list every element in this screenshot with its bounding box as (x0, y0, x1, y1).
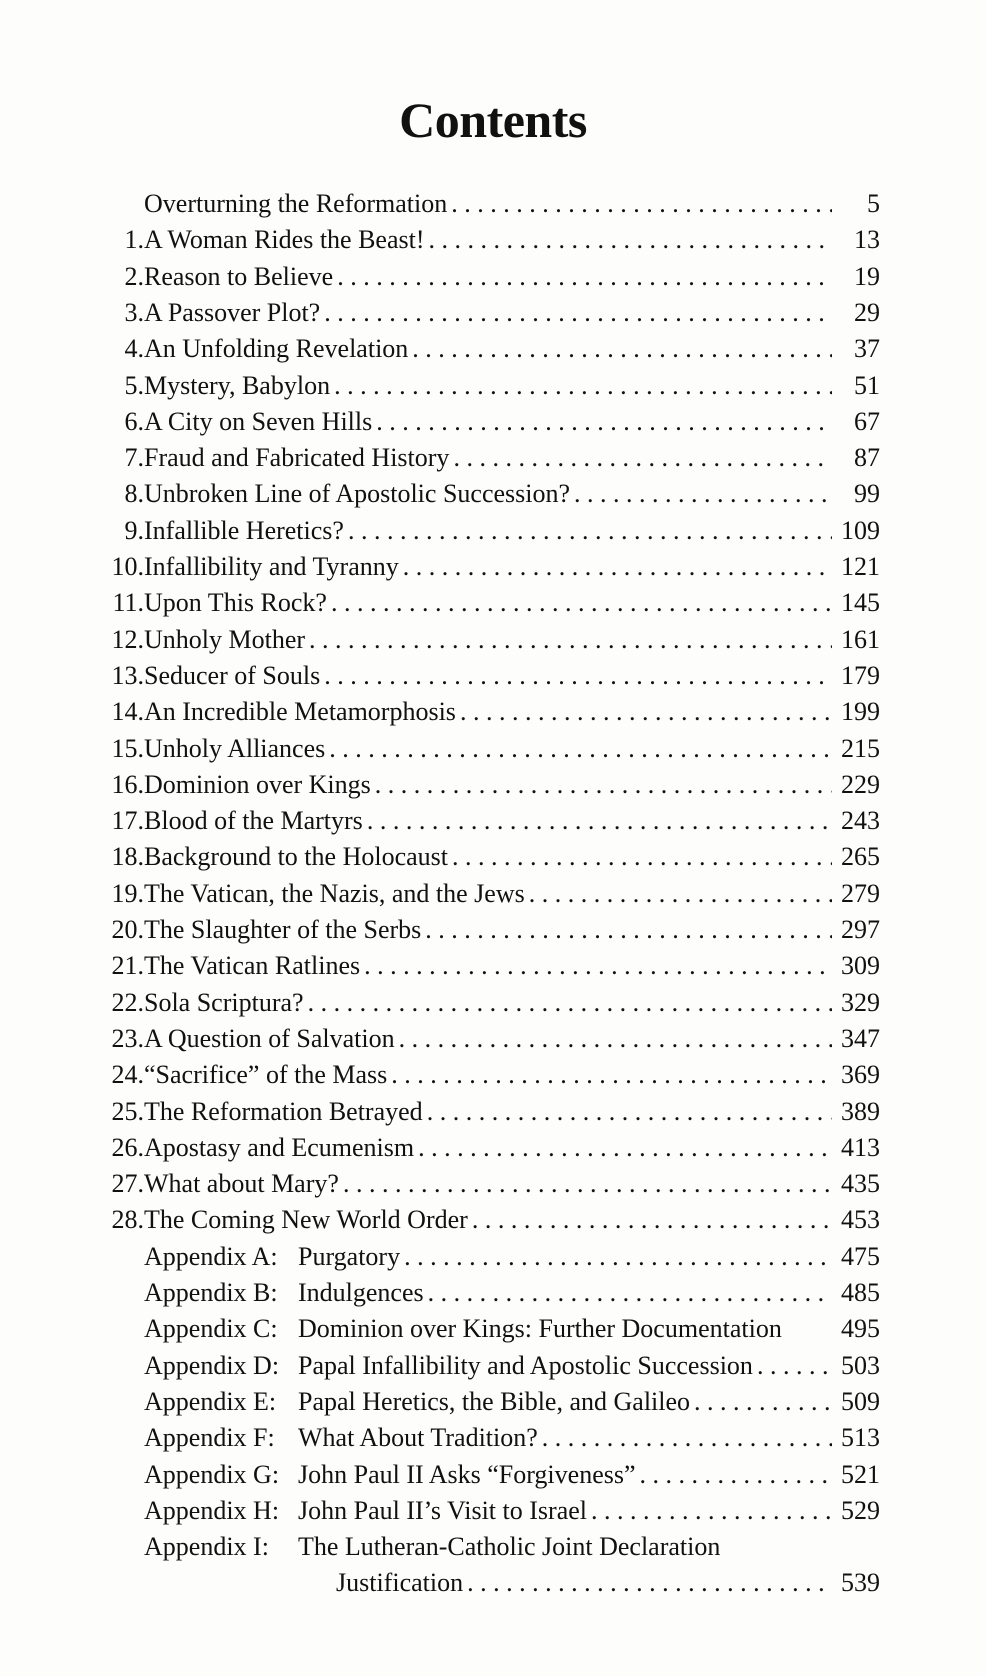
entry-page: 215 (841, 733, 880, 763)
entry-line (144, 478, 880, 510)
entry-page: 453 (841, 1205, 880, 1235)
leader-dots (757, 1350, 832, 1382)
appendix-page: 475 (841, 1241, 880, 1271)
toc-entry[interactable] (0, 406, 986, 438)
entry-line (144, 406, 880, 438)
leader-dots (309, 624, 832, 656)
appendix-entry[interactable] (0, 1531, 986, 1563)
entry-page: 121 (841, 552, 880, 581)
entry-page: 5 (867, 189, 880, 218)
entry-page: 37 (854, 334, 880, 364)
entry-number: 8. (124, 479, 144, 509)
appendix-line (144, 1313, 880, 1345)
entry-number: 28. (111, 1205, 144, 1235)
leader-dots (403, 551, 832, 583)
entry-page: 435 (841, 1169, 880, 1199)
leader-dots (334, 370, 832, 402)
entry-page: 229 (841, 769, 880, 799)
leader-dots (343, 1168, 832, 1200)
entry-line (144, 333, 880, 365)
entry-line (144, 987, 880, 1019)
leader-dots (451, 188, 832, 220)
leader-dots (452, 841, 832, 873)
toc-entry[interactable] (0, 1023, 986, 1055)
entry-page: 329 (841, 987, 880, 1017)
entry-line (144, 224, 880, 256)
entry-title: Seducer of Souls (144, 660, 321, 690)
entry-number: 10. (111, 552, 144, 581)
leader-dots (329, 733, 832, 765)
entry-title: The Slaughter of the Serbs (144, 915, 422, 944)
entry-number: 2. (124, 261, 144, 291)
entry-page: 19 (854, 261, 880, 291)
entry-page: 199 (841, 697, 880, 727)
entry-number: 22. (111, 987, 144, 1017)
entry-line (144, 587, 880, 619)
entry-title: Overturning the Reformation (144, 189, 448, 218)
entry-page: 109 (841, 515, 880, 545)
entry-title: “Sacrifice” of the Mass (144, 1060, 388, 1090)
appendix-line (144, 1495, 880, 1527)
entry-title: A Woman Rides the Beast! (144, 225, 425, 255)
entry-page: 243 (841, 806, 880, 836)
leader-dots (427, 1096, 832, 1128)
appendix-title: John Paul II Asks “Forgiveness” (298, 1459, 636, 1489)
appendix-title: Dominion over Kings: Further Documentation (298, 1314, 782, 1344)
entry-line (144, 696, 880, 728)
entry-page: 145 (841, 588, 880, 618)
leader-dots (694, 1386, 832, 1418)
entry-line (144, 370, 880, 402)
entry-number: 5. (124, 370, 144, 400)
appendix-entry[interactable] (0, 1241, 986, 1273)
entry-number: 1. (124, 225, 144, 255)
appendix-label: Appendix E: (144, 1386, 277, 1416)
leader-dots (404, 1241, 832, 1273)
entry-title: Apostasy and Ecumenism (144, 1132, 415, 1162)
toc-entry[interactable] (0, 624, 986, 656)
entry-number: 6. (124, 406, 144, 436)
appendix-label: Appendix B: (144, 1278, 278, 1307)
entry-line (144, 515, 880, 547)
appendix-line (144, 1459, 880, 1491)
appendix-entry[interactable] (0, 1422, 986, 1454)
leader-dots (472, 1204, 832, 1236)
entry-number: 20. (111, 915, 144, 944)
toc-entry[interactable] (0, 987, 986, 1019)
toc-entry[interactable] (0, 442, 986, 474)
entry-number: 11. (112, 588, 144, 618)
leader-dots (467, 1567, 832, 1599)
entry-number: 19. (111, 878, 144, 908)
toc-entry[interactable] (0, 551, 986, 583)
entry-number: 17. (111, 806, 144, 836)
entry-title: Mystery, Babylon (144, 370, 331, 400)
leader-dots (376, 406, 832, 438)
leader-dots (412, 333, 832, 365)
entry-title: A City on Seven Hills (144, 406, 373, 436)
appendix-page: 509 (841, 1386, 880, 1416)
leader-dots (574, 478, 832, 510)
entry-line (144, 1168, 880, 1200)
entry-line (144, 950, 880, 982)
entry-number: 18. (111, 842, 144, 872)
appendix-label: Appendix F: (144, 1423, 275, 1453)
entry-number: 14. (111, 697, 144, 727)
toc-entry[interactable] (0, 841, 986, 873)
entry-line (144, 1204, 880, 1236)
appendix-label: Appendix D: (144, 1350, 280, 1380)
entry-title: A Question of Salvation (144, 1023, 395, 1053)
leader-dots (348, 515, 832, 547)
appendix-label: Appendix I: (144, 1532, 269, 1562)
appendix-line (144, 1350, 880, 1382)
entry-title: An Unfolding Revelation (144, 334, 409, 364)
entry-line (144, 1132, 880, 1164)
entry-number: 3. (124, 297, 144, 327)
leader-dots (429, 224, 832, 256)
entry-page: 389 (841, 1096, 880, 1126)
entry-number: 7. (124, 443, 144, 473)
entry-number: 27. (111, 1169, 144, 1199)
appendix-page: 495 (841, 1314, 880, 1344)
entry-number: 26. (111, 1132, 144, 1162)
entry-title: Unbroken Line of Apostolic Succession? (144, 479, 571, 509)
entry-line (144, 1059, 880, 1091)
leader-dots (375, 769, 832, 801)
toc-entry[interactable] (0, 224, 986, 256)
entry-number: 9. (124, 515, 144, 545)
leader-dots (529, 878, 832, 910)
entry-number: 13. (111, 660, 144, 690)
entry-page: 369 (841, 1060, 880, 1090)
leader-dots (308, 987, 832, 1019)
entry-title: Infallible Heretics? (144, 515, 344, 545)
toc-entry[interactable] (0, 188, 986, 220)
appendix-title: John Paul II’s Visit to Israel (298, 1495, 587, 1525)
entry-number: 23. (111, 1023, 144, 1053)
appendix-label: Appendix H: (144, 1495, 280, 1525)
entry-title: The Coming New World Order (144, 1205, 468, 1235)
entry-title: Reason to Believe (144, 261, 334, 291)
appendix-entry[interactable] (0, 1350, 986, 1382)
toc-entry[interactable] (0, 769, 986, 801)
appendix-entry[interactable] (0, 1495, 986, 1527)
appendix-page: 485 (841, 1278, 880, 1307)
toc-entry[interactable] (0, 1132, 986, 1164)
entry-page: 179 (841, 660, 880, 690)
appendix-label: Appendix A: (144, 1241, 278, 1271)
leader-dots (331, 587, 832, 619)
entry-line (144, 660, 880, 692)
entry-line (144, 733, 880, 765)
entry-number: 21. (111, 951, 144, 981)
appendix-line (144, 1422, 880, 1454)
entry-title: A Passover Plot? (144, 297, 321, 327)
page-title: Contents (399, 92, 587, 148)
toc-entry[interactable] (0, 297, 986, 329)
leader-dots (324, 660, 832, 692)
entry-page: 161 (841, 624, 880, 654)
leader-dots (364, 950, 832, 982)
entry-title: Unholy Mother (144, 624, 306, 654)
appendix-title: Papal Heretics, the Bible, and Galileo (298, 1386, 691, 1416)
entry-number: 24. (111, 1060, 144, 1090)
toc-entry[interactable] (0, 261, 986, 293)
entry-page: 413 (841, 1132, 880, 1162)
entry-number: 12. (111, 624, 144, 654)
appendix-title: Papal Infallibility and Apostolic Succession (298, 1350, 753, 1380)
entry-number: 15. (111, 733, 144, 763)
entry-title: Unholy Alliances (144, 733, 326, 763)
toc-entry[interactable] (0, 478, 986, 510)
appendix-line (144, 1386, 880, 1418)
appendix-line (144, 1241, 880, 1273)
entry-page: 29 (854, 297, 880, 327)
leader-dots (453, 442, 832, 474)
entry-title: Infallibility and Tyranny (144, 552, 399, 581)
entry-line (144, 261, 880, 293)
leader-dots (399, 1023, 832, 1055)
toc-entry[interactable] (0, 1059, 986, 1091)
toc-entry[interactable] (0, 1168, 986, 1200)
entry-line (144, 805, 880, 837)
toc-entry[interactable] (0, 1096, 986, 1128)
appendix-page: 521 (841, 1459, 880, 1489)
leader-dots (460, 696, 832, 728)
entry-title: The Vatican Ratlines (144, 951, 361, 981)
toc-entry[interactable] (0, 696, 986, 728)
appendix-page: 503 (841, 1350, 880, 1380)
toc-entry[interactable] (0, 878, 986, 910)
appendix-page: 529 (841, 1495, 880, 1525)
entry-line (144, 1023, 880, 1055)
entry-number: 16. (111, 769, 144, 799)
toc-entry[interactable] (0, 950, 986, 982)
entry-page: 265 (841, 842, 880, 872)
entry-page: 279 (841, 878, 880, 908)
entry-page: 51 (854, 370, 880, 400)
appendix-entry[interactable] (0, 1459, 986, 1491)
leader-dots (418, 1132, 832, 1164)
entry-title: Background to the Holocaust (144, 842, 448, 872)
appendix-entry[interactable] (0, 1277, 986, 1309)
entry-page: 297 (841, 915, 880, 944)
entry-title: An Incredible Metamorphosis (144, 697, 456, 727)
entry-line (144, 878, 880, 910)
entry-title: The Reformation Betrayed (144, 1096, 423, 1126)
entry-line (144, 551, 880, 583)
leader-dots (425, 914, 832, 946)
entry-page: 309 (841, 951, 880, 981)
leader-dots (591, 1495, 832, 1527)
toc-entry[interactable] (0, 515, 986, 547)
entry-line (144, 188, 880, 220)
leader-dots (337, 261, 832, 293)
entry-number: 25. (111, 1096, 144, 1126)
toc-entry[interactable] (0, 587, 986, 619)
entry-title: Dominion over Kings (144, 769, 371, 799)
appendix-line (144, 1531, 880, 1563)
toc-entry[interactable] (0, 333, 986, 365)
appendix-title: The Lutheran-Catholic Joint Declaration (298, 1532, 721, 1562)
toc-entry[interactable] (0, 805, 986, 837)
entry-line (144, 442, 880, 474)
entry-page: 99 (854, 479, 880, 509)
entry-line (144, 841, 880, 873)
entry-title: Blood of the Martyrs (144, 806, 363, 836)
appendix-entry[interactable] (0, 1313, 986, 1345)
appendix-title: Indulgences (298, 1278, 424, 1307)
appendix-title: Purgatory (298, 1241, 401, 1271)
leader-dots (391, 1059, 832, 1091)
entry-line (144, 769, 880, 801)
entry-page: 13 (854, 225, 880, 255)
leader-dots (640, 1459, 832, 1491)
appendix-entry[interactable] (0, 1386, 986, 1418)
entry-line (144, 624, 880, 656)
appendix-label: Appendix G: (144, 1459, 280, 1489)
entry-title: Fraud and Fabricated History (144, 443, 450, 473)
entry-page: 67 (854, 406, 880, 436)
entry-title: Upon This Rock? (144, 588, 327, 618)
continuation-title: Justification (336, 1568, 464, 1598)
toc-entry[interactable] (0, 914, 986, 946)
appendix-line (144, 1277, 880, 1309)
appendix-page: 513 (841, 1423, 880, 1453)
appendix-continuation[interactable] (0, 1567, 986, 1599)
continuation-line (336, 1567, 880, 1599)
entry-title: What about Mary? (144, 1169, 339, 1199)
appendix-label: Appendix C: (144, 1314, 278, 1344)
toc-entry[interactable] (0, 1204, 986, 1236)
entry-line (144, 1096, 880, 1128)
entry-page: 87 (854, 443, 880, 473)
toc-entry[interactable] (0, 370, 986, 402)
entry-title: Sola Scriptura? (144, 987, 304, 1017)
entry-line (144, 914, 880, 946)
toc-entry[interactable] (0, 660, 986, 692)
toc-entry[interactable] (0, 733, 986, 765)
appendix-title: What About Tradition? (298, 1423, 538, 1453)
entry-line (144, 297, 880, 329)
entry-title: The Vatican, the Nazis, and the Jews (144, 878, 525, 908)
leader-dots (542, 1422, 832, 1454)
entry-page: 347 (841, 1023, 880, 1053)
continuation-page: 539 (841, 1568, 880, 1598)
leader-dots (324, 297, 832, 329)
leader-dots (367, 805, 832, 837)
entry-number: 4. (124, 334, 144, 364)
leader-dots (428, 1277, 832, 1309)
